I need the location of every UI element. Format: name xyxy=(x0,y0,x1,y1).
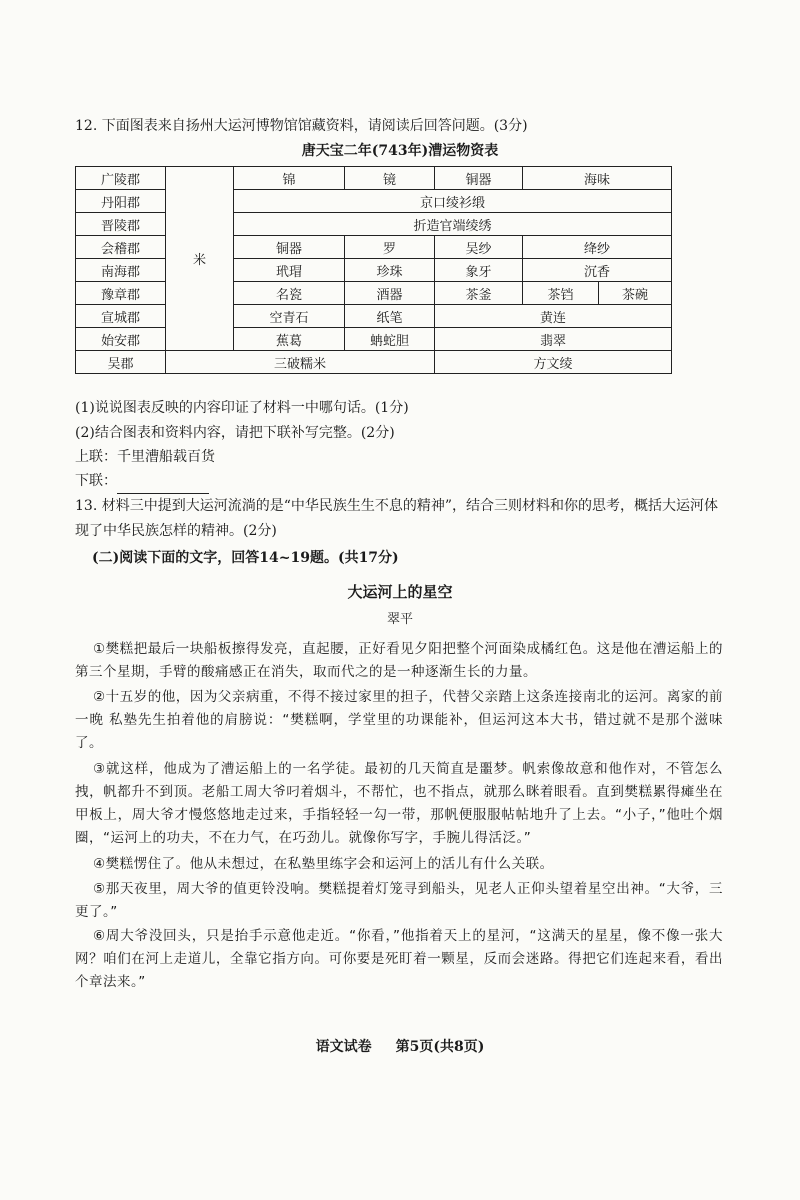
region-cell: 豫章郡 xyxy=(76,282,166,305)
region-cell: 南海郡 xyxy=(76,259,166,282)
paragraph: ④樊糕愣住了。他从未想过，在私塾里练字会和运河上的活儿有什么关联。 xyxy=(93,856,554,872)
goods-cell: 玳瑁 xyxy=(234,259,345,282)
table-row xyxy=(76,259,672,282)
transport-goods-table xyxy=(75,166,672,374)
region-cell: 始安郡 xyxy=(76,328,166,351)
region-cell: 丹阳郡 xyxy=(76,190,166,213)
footer-subject: 语文试卷 xyxy=(315,1039,372,1055)
paragraph: ①樊糕把最后一块船板擦得发亮，直起腰，正好看见夕阳把整个河面染成橘红色。这是他在漕运船上的第三个星期，手臂的酸痛感正在消失，取而代之的是一种逐渐生长的力量。 xyxy=(75,641,723,680)
lower-couplet-label: 下联： xyxy=(75,473,117,489)
goods-cell: 镜 xyxy=(345,167,435,190)
question-13: 13. 材料三中提到大运河流淌的是“中华民族生生不息的精神”，结合三则材料和你的思考，概括大运河体现了中华民族怎样的精神。(2分) xyxy=(75,498,719,539)
goods-cell: 吴纱 xyxy=(435,236,523,259)
lower-couplet-line xyxy=(75,468,725,494)
footer-page-number: 第5页(共8页) xyxy=(395,1039,485,1055)
goods-cell: 海味 xyxy=(523,167,672,190)
region-cell: 会稽郡 xyxy=(76,236,166,259)
goods-cell: 茶釜 xyxy=(435,282,523,305)
goods-cell: 酒器 xyxy=(345,282,435,305)
paragraph: ③就这样，他成为了漕运船上的一名学徒。最初的几天简直是噩梦。帆索像故意和他作对，不管怎么拽，帆都升不到顶。老船工周大爷叼着烟斗，不帮忙，也不指点，就那么眯着眼看。直到樊糕累得瘫坐在甲板上，周大爷才慢悠悠地走过来，手指轻轻一勾一带，那帆便服服帖帖地升了上去。“小子，”他吐个烟圈，“运河上的功夫，不在力气，在巧劲儿。就像你写字，手腕儿得活泛。” xyxy=(75,761,723,846)
section-heading: (二)阅读下面的文字，回答14~19题。(共17分) xyxy=(92,550,399,566)
table-row xyxy=(76,213,672,236)
table-row xyxy=(76,282,672,305)
paragraph: ②十五岁的他，因为父亲病重，不得不接过家里的担子，代替父亲踏上这条连接南北的运河。离家的前一晚 私塾先生拍着他的肩膀说：“樊糕啊，学堂里的功课能补，但运河这本大书，错过就不是那个滋味了。 xyxy=(75,689,723,751)
goods-cell: 翡翠 xyxy=(435,328,672,351)
paragraph: ⑥周大爷没回头，只是抬手示意他走近。“你看，”他指着天上的星河，“这满天的星星，像不像一张大网？咱们在河上走道儿，全靠它指方向。可你要是死盯着一颗星，反而会迷路。得把它们连起来看，看出个章法来。” xyxy=(75,928,723,990)
paragraph: ⑤那天夜里，周大爷的值更铃没响。樊糕提着灯笼寻到船头，见老人正仰头望着星空出神。“大爷，三更了。” xyxy=(75,881,723,920)
article-author: 翠平 xyxy=(386,612,413,627)
goods-cell: 绛纱 xyxy=(523,236,672,259)
table-row xyxy=(76,328,672,351)
region-cell: 广陵郡 xyxy=(76,167,166,190)
goods-cell: 茶碗 xyxy=(599,282,672,305)
goods-cell: 方文绫 xyxy=(435,351,672,374)
table-row xyxy=(76,167,672,190)
article-title: 大运河上的星空 xyxy=(347,583,453,601)
goods-cell: 折造官端绫绣 xyxy=(234,213,672,236)
goods-cell: 锦 xyxy=(234,167,345,190)
goods-cell: 铜器 xyxy=(234,236,345,259)
sub-question-2: (2)结合图表和资料内容，请把下联补写完整。(2分) xyxy=(75,425,395,441)
page-footer xyxy=(0,1036,800,1056)
sub-question-1: (1)说说图表反映的内容印证了材料一中哪句话。(1分) xyxy=(75,400,409,416)
goods-cell: 沉香 xyxy=(523,259,672,282)
goods-cell: 纸笔 xyxy=(345,305,435,328)
region-cell: 宣城郡 xyxy=(76,305,166,328)
goods-cell: 罗 xyxy=(345,236,435,259)
table-row xyxy=(76,351,672,374)
table-row xyxy=(76,305,672,328)
table-row xyxy=(76,236,672,259)
goods-cell: 三破糯米 xyxy=(166,351,435,374)
goods-cell: 空青石 xyxy=(234,305,345,328)
region-cell: 晋陵郡 xyxy=(76,213,166,236)
goods-cell: 黄连 xyxy=(435,305,672,328)
region-cell: 吴郡 xyxy=(76,351,166,374)
rice-cell: 米 xyxy=(166,167,234,351)
question-12: 12. 下面图表来自扬州大运河博物馆馆藏资料，请阅读后回答问题。(3分) xyxy=(75,118,528,134)
goods-cell: 名瓷 xyxy=(234,282,345,305)
goods-cell: 珍珠 xyxy=(345,259,435,282)
goods-cell: 蕉葛 xyxy=(234,328,345,351)
goods-cell: 茶铛 xyxy=(523,282,599,305)
goods-cell: 京口绫衫缎 xyxy=(234,190,672,213)
table-title: 唐天宝二年(743年)漕运物资表 xyxy=(301,143,499,159)
answer-blank[interactable] xyxy=(117,477,209,494)
goods-cell: 铜器 xyxy=(435,167,523,190)
goods-cell: 蚺蛇胆 xyxy=(345,328,435,351)
table-row xyxy=(76,190,672,213)
upper-couplet: 上联：千里漕船载百货 xyxy=(75,449,215,465)
goods-cell: 象牙 xyxy=(435,259,523,282)
